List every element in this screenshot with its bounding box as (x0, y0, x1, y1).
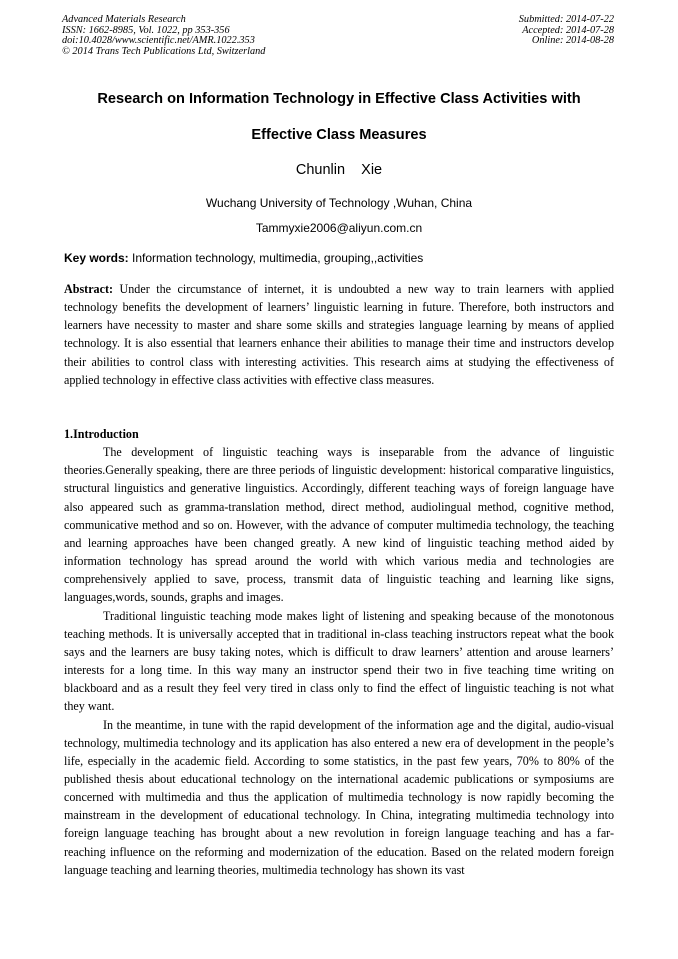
author-email: Tammyxie2006@aliyun.com.cn (255, 221, 423, 235)
abstract-label: Abstract: (64, 282, 114, 296)
section-heading: 1.Introduction (64, 427, 139, 441)
keywords-label: Key words: (64, 251, 129, 265)
paragraph: The development of linguistic teaching ways is inseparable from the advance of linguistic theories.Generally speaking, there are three periods of linguistic development: historical comparative linguistics, structural linguistics and generative linguistics. Accordingly, different teaching ways of foreign language have also appeared such as gramma-translation method, direct method, audiolingual method, cognitive method, communicative method and so on. However, with the advance of computer multimedia technology, the teaching and learning approaches have been changed greatly. A new kind of linguistic teaching method aided by information technology has spread around the world with which various media and technologies are comprehensively applied to save, process, transmit data of linguistic teaching and learning like signs, languages,words, sounds, graphs and images. (64, 445, 614, 605)
paragraph: In the meantime, in tune with the rapid development of the information age and the digital, audio-visual technology, multimedia technology and its application has also entered a new era of development in the people’s life, especially in the academic field. According to some statistics, in the past few years, 70% to 80% of the published thesis about educational technology on the international academic publications or symposiums are concerned with multimedia and thus the application of multimedia technology is now rapidly becoming the mainstream in the development of educational technology. In China, integrating multimedia technology into foreign language teaching has brought about a new revolution in foreign language teaching and has a far-reaching influence on the reforming and modernization of the education. Based on the related modern foreign language teaching and learning theories, multimedia technology has shown its vast (64, 717, 614, 877)
journal-name: Advanced Materials Research (62, 14, 186, 25)
accepted-date: Accepted: 2014-07-28 (522, 24, 614, 36)
submitted-date: Submitted: 2014-07-22 (518, 14, 614, 25)
author-name: Chunlin Xie (295, 162, 383, 178)
paper-title-line-2: Effective Class Measures (251, 127, 427, 143)
introduction-section (64, 425, 614, 879)
paper-title-line-1: Research on Information Technology in Effective Class Activities with (97, 91, 581, 107)
author-affiliation: Wuchang University of Technology ,Wuhan, China (205, 196, 473, 210)
keywords-text: Information technology, multimedia, grouping,,activities (128, 251, 424, 265)
paragraph: Traditional linguistic teaching mode makes light of listening and speaking because of the monotonous teaching methods. It is universally accepted that in traditional in-class teaching instructors repeat what the book says and the learners are busy taking notes, which is difficult to draw learners’ attention and arouse learners’ interests for a long time. In this way many an instructor spend their two in five teaching time writing on blackboard and as a result they feel very tired in class only to find the effect of linguistic teaching is not what they want. (64, 608, 614, 714)
journal-issn: ISSN: 1662-8985, Vol. 1022, pp 353-356 (62, 24, 230, 36)
keywords (64, 251, 624, 265)
journal-copyright: © 2014 Trans Tech Publications Ltd, Switzerland (62, 45, 266, 57)
abstract (64, 280, 614, 389)
journal-doi: doi:10.4028/www.scientific.net/AMR.1022.353 (62, 35, 255, 47)
online-date: Online: 2014-08-28 (531, 35, 614, 47)
abstract-text: Under the circumstance of internet, it is undoubted a new way to train learners with applied technology benefits the development of learners’ linguistic learning in future. Therefore, both instructors and learners have necessity to master and share some skills and strategies language learning by means of applied technology. It is also essential that learners enhance their abilities to manage their time and instructors develop their abilities to control class with interesting activities. This research aims at studying the effectiveness of applied technology in effective class activities with effective class measures. (64, 282, 614, 387)
publication-dates-header (519, 15, 614, 47)
journal-info-header (62, 15, 265, 57)
